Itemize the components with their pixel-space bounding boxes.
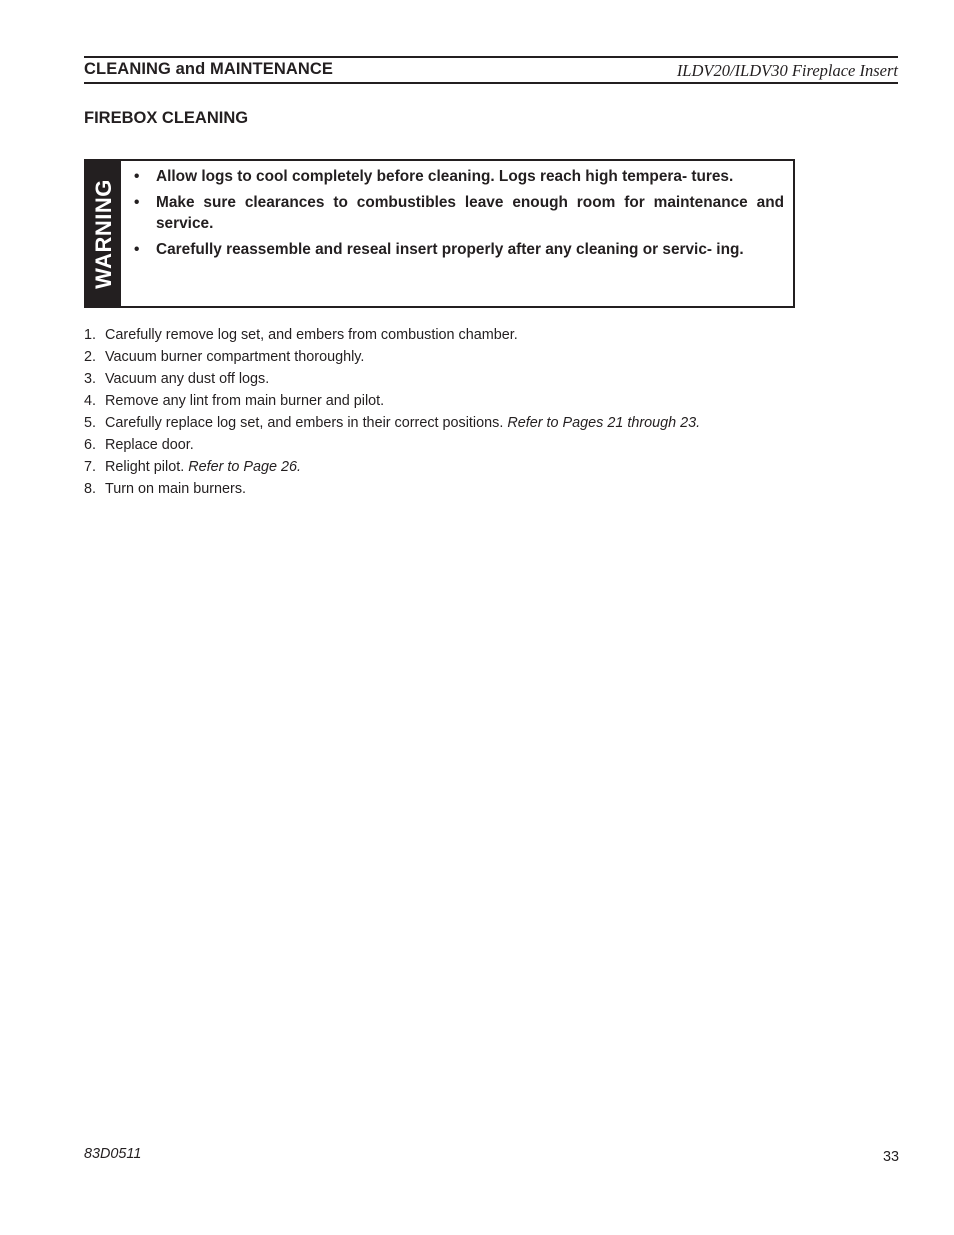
- list-item: [84, 412, 700, 434]
- step-text: Turn on main burners.: [105, 481, 247, 497]
- footer-page-number: 33: [882, 1149, 899, 1165]
- step-page-reference: Refer to Pages 21 through 23.: [507, 415, 701, 431]
- warning-item: [131, 240, 784, 261]
- warning-item-text: Make sure clearances to combustibles leave enough room for maintenance and service.: [156, 194, 784, 232]
- warning-item: [131, 193, 784, 234]
- list-item: [84, 390, 700, 412]
- warning-item-text: Carefully reassemble and reseal insert properly after any cleaning or servic- ing.: [156, 240, 744, 258]
- footer-document-number: 83D0511: [84, 1146, 142, 1162]
- list-item: [84, 456, 700, 478]
- step-page-reference: Refer to Page 26.: [188, 459, 302, 475]
- step-text: Relight pilot.: [105, 459, 189, 475]
- step-number: 7.: [84, 459, 97, 475]
- warning-tab: [86, 161, 121, 306]
- warning-item: [131, 167, 784, 188]
- step-number: 6.: [84, 437, 97, 453]
- list-item: [84, 434, 700, 456]
- step-text: Replace door.: [105, 437, 194, 453]
- list-item: [84, 478, 700, 500]
- list-item: [84, 346, 700, 368]
- bullet-icon: •: [134, 194, 140, 211]
- header-product-name: ILDV20/ILDV30 Fireplace Insert: [676, 61, 898, 80]
- step-number: 8.: [84, 481, 97, 497]
- step-number: 2.: [84, 349, 97, 365]
- warning-box: [84, 159, 795, 308]
- warning-label: WARNING: [90, 178, 116, 289]
- list-item: [84, 324, 700, 346]
- cleaning-steps-list: [84, 324, 700, 500]
- step-text: Carefully replace log set, and embers in their correct positions.: [105, 415, 508, 431]
- step-number: 1.: [84, 327, 97, 343]
- step-number: 4.: [84, 393, 97, 409]
- page-header: [84, 56, 898, 84]
- step-text: Vacuum any dust off logs.: [105, 371, 270, 387]
- step-text: Carefully remove log set, and embers from combustion chamber.: [105, 327, 518, 343]
- header-section-title: CLEANING and MAINTENANCE: [84, 60, 333, 78]
- list-item: [84, 368, 700, 390]
- bullet-icon: •: [134, 168, 140, 185]
- warning-list: [131, 167, 784, 266]
- step-number: 3.: [84, 371, 97, 387]
- section-title: FIREBOX CLEANING: [84, 109, 249, 127]
- bullet-icon: •: [134, 240, 140, 258]
- step-text: Vacuum burner compartment thoroughly.: [105, 349, 365, 365]
- warning-item-text: Allow logs to cool completely before cleaning. Logs reach high tempera- tures.: [156, 168, 734, 185]
- step-text: Remove any lint from main burner and pilot.: [105, 393, 385, 409]
- step-number: 5.: [84, 415, 97, 431]
